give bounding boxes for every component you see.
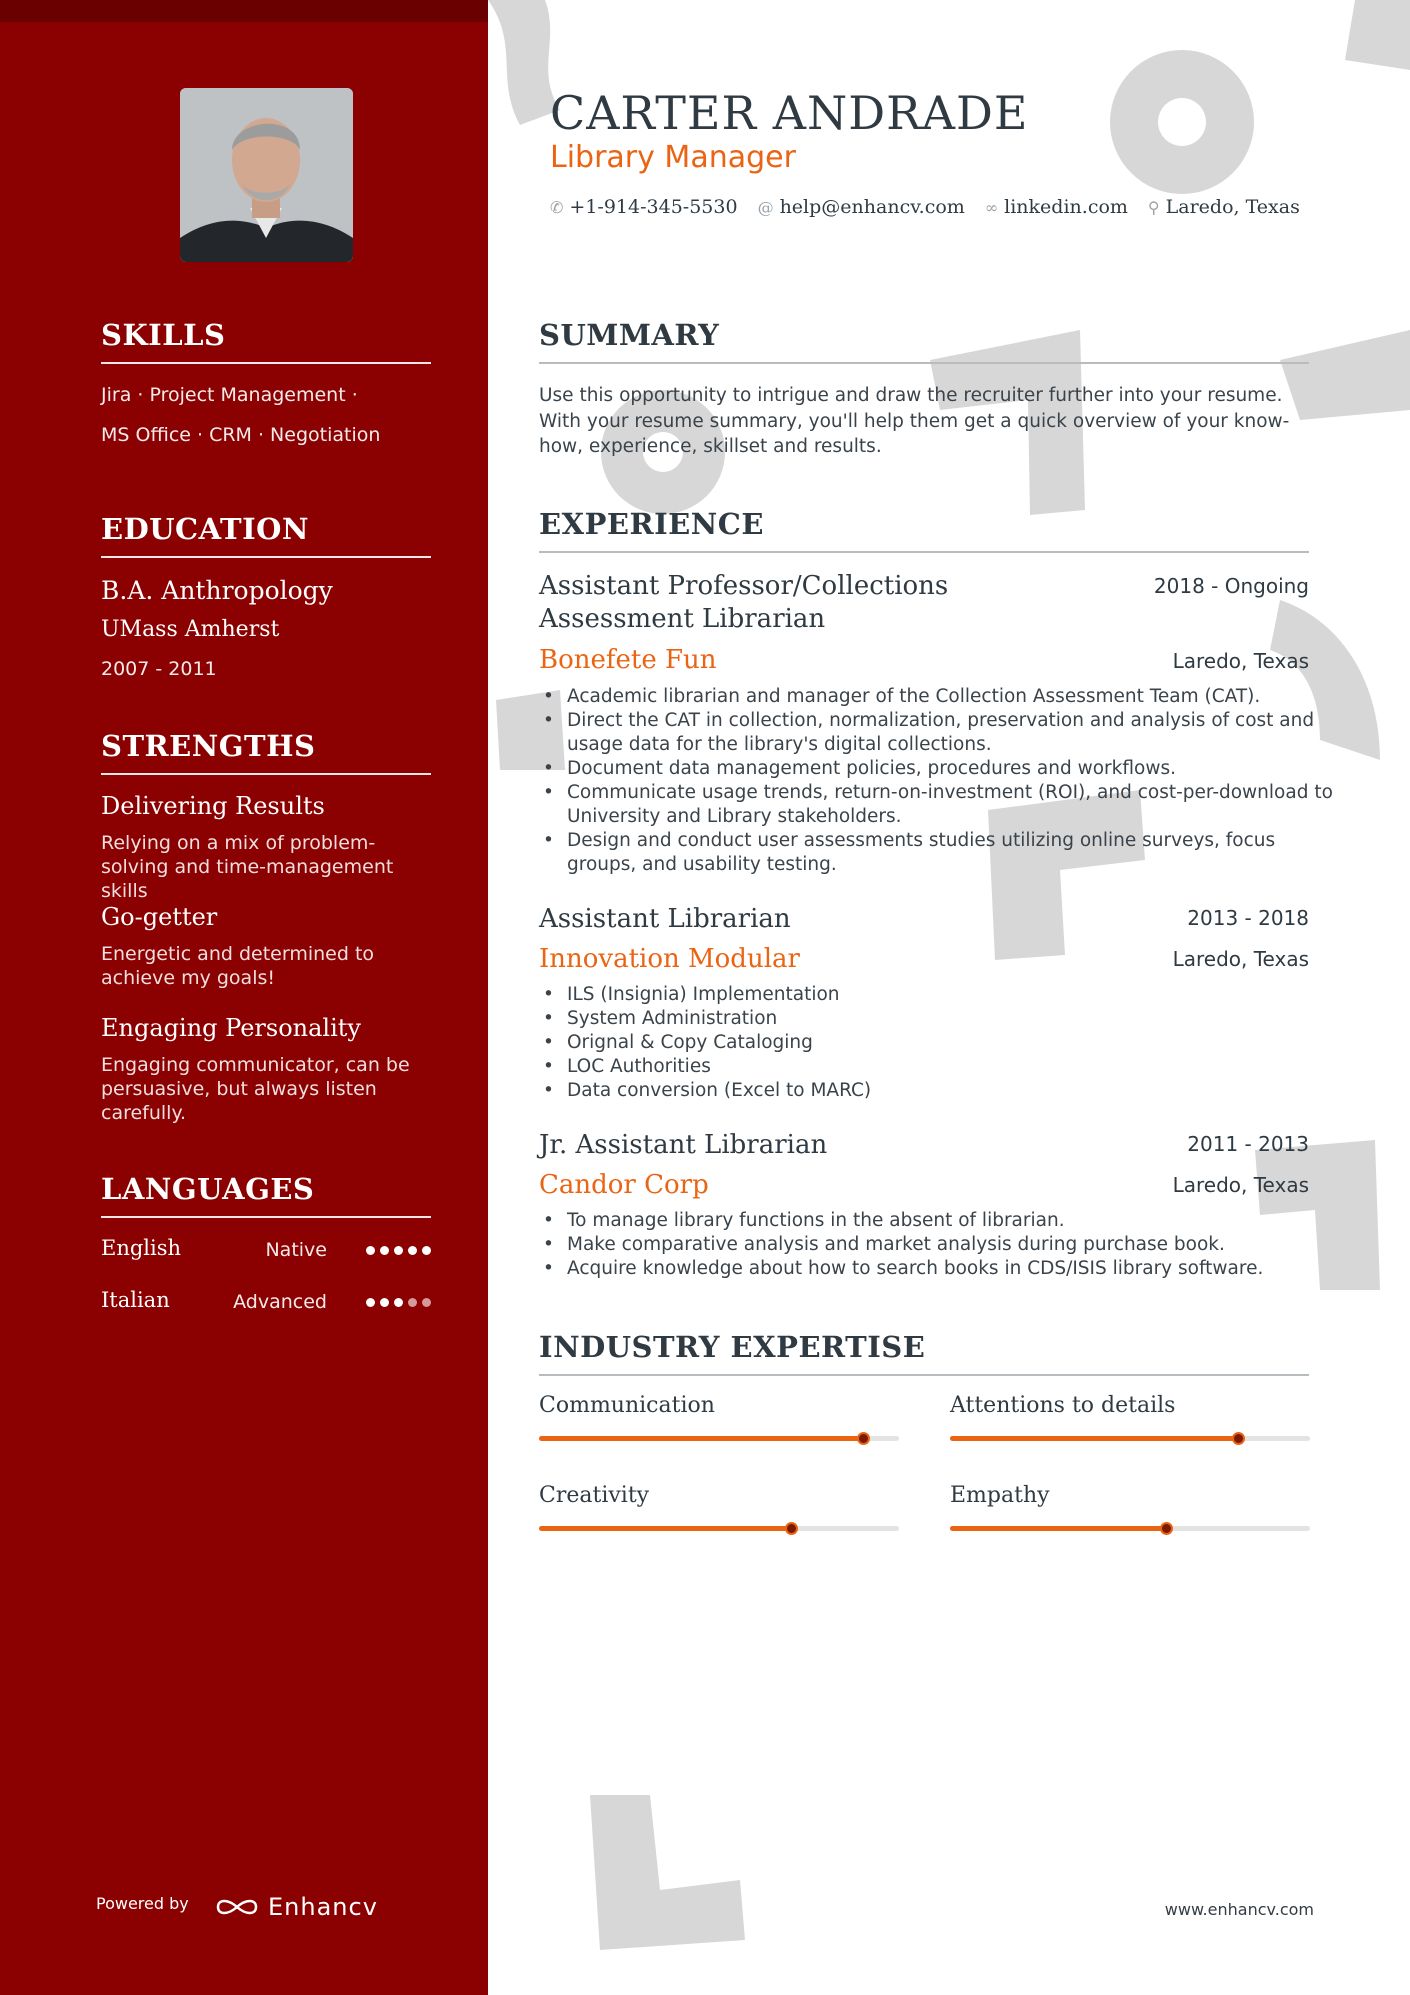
strength-title: Engaging Personality (101, 1014, 361, 1042)
strength-title: Go-getter (101, 903, 218, 931)
contact-phone-text: +1-914-345-5530 (569, 196, 738, 218)
link-icon: ∞ (984, 197, 999, 217)
bullet-item: • Data conversion (Excel to MARC) (567, 1079, 1337, 1103)
contact-linkedin[interactable] (985, 196, 1128, 218)
bullet-item: • Document data management policies, procedures and workflows. (567, 757, 1337, 781)
language-row (101, 1236, 431, 1266)
rating-dot-filled (422, 1246, 431, 1255)
expertise-bar-knob (1160, 1522, 1173, 1535)
profile-photo (180, 88, 353, 262)
bullet-item: • Academic librarian and manager of the Collection Assessment Team (CAT). (567, 685, 1337, 709)
summary-text: Use this opportunity to intrigue and draw the recruiter further into your resume. With your resume summary, you'll help them get a quick overview of your know-how, experience, skillset and results. (539, 385, 1290, 457)
summary-title: SUMMARY (539, 318, 1309, 364)
enhancv-brand-name: Enhancv (268, 1893, 378, 1921)
expertise-bar-fill (950, 1436, 1238, 1441)
bullet-item: • Acquire knowledge about how to search books in CDS/ISIS library software. (567, 1257, 1337, 1281)
contact-bar (550, 196, 1300, 218)
expertise-bar (539, 1436, 899, 1441)
job-bullets (539, 983, 1337, 1103)
rating-dot-filled (366, 1246, 375, 1255)
skills-line-1: Jira · Project Management · (101, 384, 358, 406)
education-title: EDUCATION (101, 512, 431, 558)
bullet-item: • LOC Authorities (567, 1055, 1337, 1079)
rating-dot-filled (366, 1298, 375, 1307)
expertise-bar-knob (785, 1522, 798, 1535)
avatar (180, 88, 353, 262)
contact-email[interactable] (758, 196, 965, 218)
expertise-bar-knob (1232, 1432, 1245, 1445)
rating-dot-filled (380, 1246, 389, 1255)
enhancv-logo[interactable] (214, 1893, 378, 1921)
company-name: Bonefete Fun (539, 645, 717, 675)
job-location: Laredo, Texas (1172, 649, 1309, 673)
job-title: Jr. Assistant Librarian (539, 1130, 828, 1160)
job-dates: 2011 - 2013 (1187, 1132, 1309, 1156)
contact-phone[interactable] (550, 196, 738, 218)
education-school: UMass Amherst (101, 617, 280, 642)
language-level: Native (265, 1239, 327, 1261)
powered-by-label: Powered by (96, 1894, 189, 1913)
candidate-name: CARTER ANDRADE (550, 86, 1029, 140)
strengths-title: STRENGTHS (101, 729, 431, 775)
rating-dot-filled (394, 1298, 403, 1307)
language-rating (366, 1246, 431, 1256)
expertise-bar-fill (950, 1526, 1166, 1531)
education-degree: B.A. Anthropology (101, 576, 333, 605)
language-level: Advanced (233, 1291, 327, 1313)
language-name: English (101, 1236, 182, 1260)
language-rating (366, 1298, 431, 1308)
bullet-item: • Design and conduct user assessments studies utilizing online surveys, focus groups, and usability testing. (567, 829, 1337, 877)
bullet-item: • Direct the CAT in collection, normalization, preservation and analysis of cost and usage data for the library's digital collections. (567, 709, 1337, 757)
job-title: Assistant Librarian (539, 904, 791, 934)
sidebar-top-strip (0, 0, 488, 22)
bullet-item: • Communicate usage trends, return-on-investment (ROI), and cost-per-download to University and Library stakeholders. (567, 781, 1337, 829)
rating-dot-empty (422, 1298, 431, 1307)
phone-icon: ✆ (550, 197, 564, 217)
bullet-item: • To manage library functions in the absent of librarian. (567, 1209, 1337, 1233)
expertise-bar (950, 1436, 1310, 1441)
expertise-bar-knob (857, 1432, 870, 1445)
at-icon: @ (757, 197, 774, 217)
expertise-bar-fill (539, 1526, 791, 1531)
languages-title: LANGUAGES (101, 1172, 431, 1218)
contact-location (1148, 196, 1300, 218)
language-name: Italian (101, 1288, 170, 1312)
job-location: Laredo, Texas (1172, 947, 1309, 971)
language-row (101, 1288, 431, 1318)
job-bullets (539, 1209, 1337, 1281)
enhancv-logo-icon (214, 1895, 260, 1919)
expertise-label: Communication (539, 1393, 715, 1418)
website-link[interactable]: www.enhancv.com (1164, 1900, 1314, 1919)
job-dates: 2013 - 2018 (1187, 906, 1309, 930)
job-dates: 2018 - Ongoing (1153, 574, 1309, 598)
expertise-label: Empathy (950, 1483, 1050, 1508)
expertise-bar (539, 1526, 899, 1531)
bullet-item: • Orignal & Copy Cataloging (567, 1031, 1337, 1055)
expertise-label: Attentions to details (950, 1393, 1176, 1418)
location-icon: ⚲ (1147, 197, 1160, 217)
strength-description: Engaging communicator, can be persuasive, but always listen carefully. (101, 1054, 410, 1124)
contact-location-text: Laredo, Texas (1165, 196, 1300, 218)
strength-description: Relying on a mix of problem-solving and time-management skills (101, 832, 394, 902)
skills-title: SKILLS (101, 318, 431, 364)
job-bullets (539, 685, 1337, 877)
candidate-role: Library Manager (550, 140, 796, 175)
rating-dot-empty (408, 1298, 417, 1307)
bullet-item: • System Administration (567, 1007, 1337, 1031)
contact-linkedin-text: linkedin.com (1004, 196, 1128, 218)
sidebar (0, 0, 488, 1995)
rating-dot-filled (394, 1246, 403, 1255)
bullet-item: • Make comparative analysis and market analysis during purchase book. (567, 1233, 1337, 1257)
strength-title: Delivering Results (101, 792, 325, 820)
skills-line-2: MS Office · CRM · Negotiation (101, 424, 381, 446)
company-name: Innovation Modular (539, 944, 800, 974)
expertise-bar-fill (539, 1436, 863, 1441)
contact-email-text: help@enhancv.com (779, 196, 965, 218)
strength-description: Energetic and determined to achieve my goals! (101, 943, 375, 989)
bullet-item: • ILS (Insignia) Implementation (567, 983, 1337, 1007)
rating-dot-filled (380, 1298, 389, 1307)
expertise-bar (950, 1526, 1310, 1531)
rating-dot-filled (408, 1246, 417, 1255)
job-location: Laredo, Texas (1172, 1173, 1309, 1197)
expertise-title: INDUSTRY EXPERTISE (539, 1330, 1309, 1376)
education-years: 2007 - 2011 (101, 658, 217, 680)
job-title: Assistant Professor/Collections Assessment Librarian (539, 571, 949, 634)
company-name: Candor Corp (539, 1170, 709, 1200)
experience-title: EXPERIENCE (539, 507, 1309, 553)
expertise-label: Creativity (539, 1483, 650, 1508)
